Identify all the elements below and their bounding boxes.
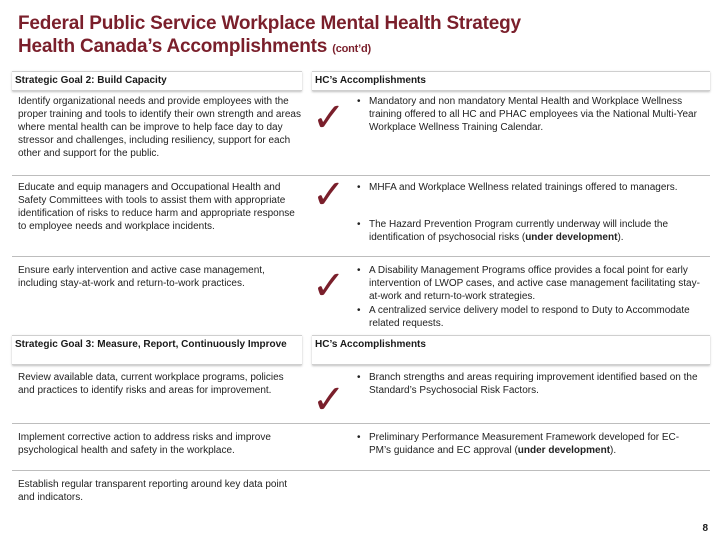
checkmark-icon: ✓ (312, 263, 346, 309)
goal2-header: Strategic Goal 2: Build Capacity (12, 71, 302, 91)
goal3-row1-bullet-1: • Branch strengths and areas requiring improvement identified based on the Standard’s Psychosocial Risk Factors. (355, 371, 700, 397)
goal2-row1-text: Identify organizational needs and provide employees with the proper training and tools to identify their own strength and areas where mental health can be improve to help face day to day stressor and challenges, including resiliency, support for each other and support for the public. (18, 96, 301, 159)
title-line-2 (18, 35, 708, 61)
goal2-row1-bullet-1: • Mandatory and non mandatory Mental Health and Workplace Wellness training offered to all HC and PHAC employees via the National Multi-Year Workplace Wellness Training Calendar. (355, 95, 700, 134)
row-separator (12, 470, 710, 471)
goal2-row2-bullet-2 (355, 218, 700, 244)
bullet-text-end: ). (617, 232, 624, 243)
goal3-row2-bullet-1 (355, 431, 700, 457)
row-separator (12, 256, 710, 257)
goal2-row3-text: Ensure early intervention and active case management, including stay-at-work and return-to-work practices. (18, 265, 265, 289)
title-suffix: (cont’d) (332, 43, 371, 55)
checkmark-icon: ✓ (312, 95, 346, 141)
checkmark-icon: ✓ (312, 172, 346, 218)
goal3-row2-text: Implement corrective action to address risks and improve psychological health and safety in the workplace. (18, 432, 271, 456)
goal3-row3-text: Establish regular transparent reporting around key data point and indicators. (18, 479, 288, 503)
bullet-text: Preliminary Performance Measurement Framework developed for EC-PM’s guidance and EC approval ( (369, 432, 680, 456)
accomplishments-header-2: HC’s Accomplishments (312, 335, 710, 365)
goal3-row1-text: Review available data, current workplace programs, policies and practices to identify risks and areas for improvement. (18, 372, 284, 396)
goal2-row3-bullet-2: • A centralized service delivery model to respond to Duty to Accommodate related requests. (355, 304, 700, 330)
under-development-label: under development (525, 232, 618, 243)
goal2-row3-bullet-1: • A Disability Management Programs office provides a focal point for early intervention of LWOP cases, and active case management facilitating stay-at-work and return-to-work strategies. (355, 264, 700, 303)
title-line-1: Federal Public Service Workplace Mental Health Strategy (18, 13, 521, 34)
title-line-2-text: Health Canada’s Accomplishments (18, 36, 328, 57)
page-title (18, 12, 708, 61)
row-separator (12, 423, 710, 424)
checkmark-icon: ✓ (312, 377, 346, 423)
bullet-text: The Hazard Prevention Program currently underway will include the identification of psychosocial risks ( (369, 219, 669, 243)
under-development-label: under development (517, 445, 611, 456)
goal2-row2-text: Educate and equip managers and Occupational Health and Safety Committees with tools to assist them with appropriate identification of risks to reduce harm and appropriate response to employee needs and workplace incidents. (18, 182, 295, 232)
row-separator (12, 175, 710, 176)
page-number: 8 (702, 523, 708, 534)
goal3-header: Strategic Goal 3: Measure, Report, Continuously Improve (12, 335, 302, 365)
accomplishments-header-1: HC’s Accomplishments (312, 71, 710, 91)
bullet-text-end: ). (610, 445, 617, 456)
goal2-row2-bullet-1: • MHFA and Workplace Wellness related trainings offered to managers. (355, 181, 700, 194)
